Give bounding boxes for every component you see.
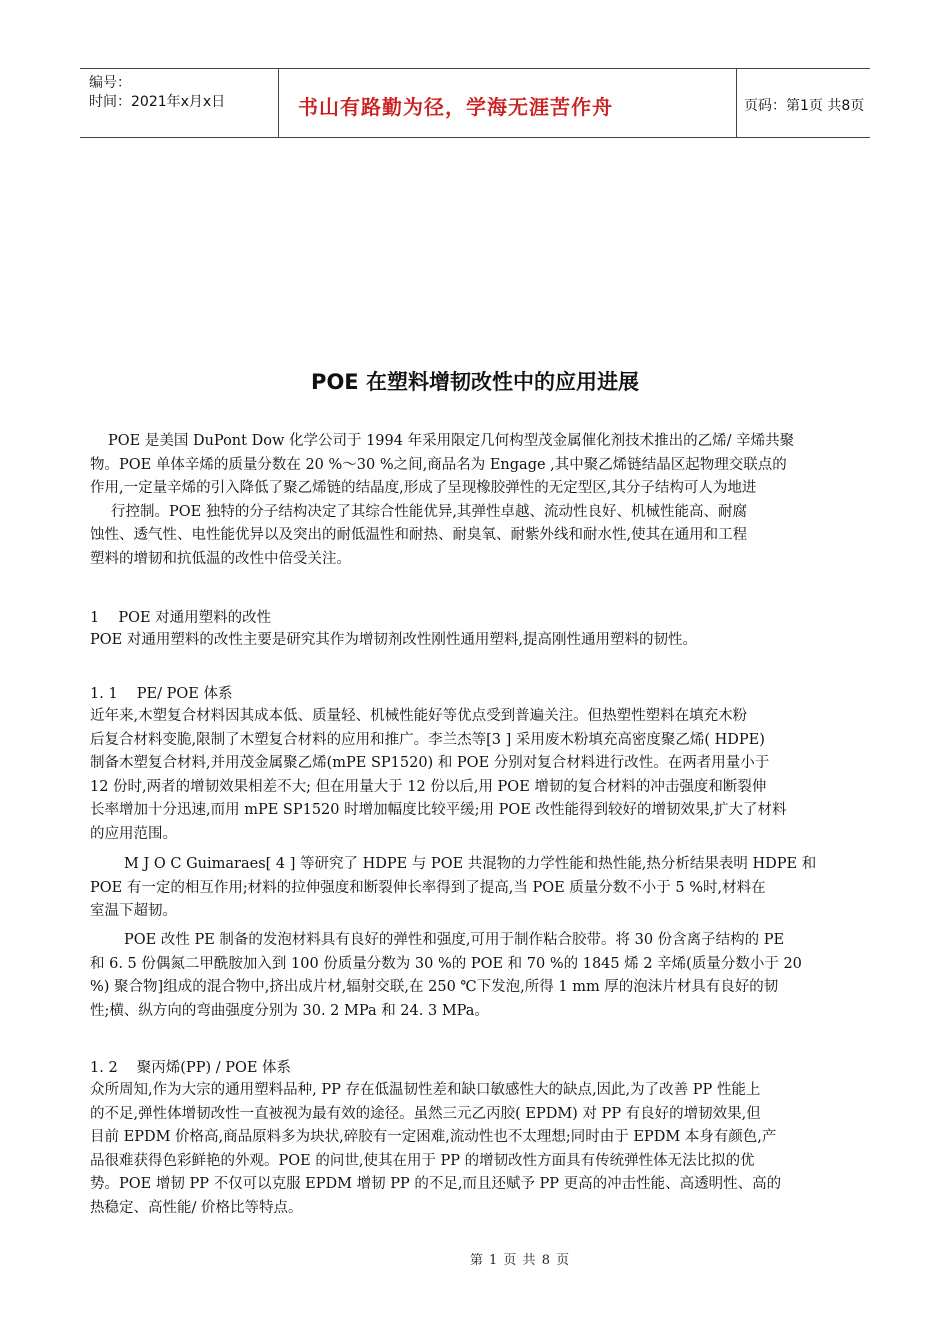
paragraph-line: 制备木塑复合材料,并用茂金属聚乙烯(mPE SP1520) 和 POE 分别对复合材料进行改性。在两者用量小于 xyxy=(90,755,770,771)
header-motto: 书山有路勤为径，学海无涯苦作舟 xyxy=(298,95,613,119)
document-time-label: 时间：2021年x月x日 xyxy=(89,94,226,110)
paragraph-line: 品很难获得色彩鲜艳的外观。POE 的问世,使其在用于 PP 的增韧改性方面具有传统弹性体无法比拟的优 xyxy=(90,1152,755,1169)
section-1-1-paragraph-2 xyxy=(90,853,860,924)
paragraph-line: 12 份时,两者的增韧效果相差不大; 但在用量大于 12 份以后,用 POE 增韧的复合材料的冲击强度和断裂伸 xyxy=(90,778,767,795)
header-motto-cell xyxy=(278,69,737,137)
paragraph-line: %) 聚合物]组成的混合物中,挤出成片材,辐射交联,在 250 ℃下发泡,所得 1 mm 厚的泡沫片材具有良好的韧 xyxy=(90,979,779,995)
document-title: POE 在塑料增韧改性中的应用进展 xyxy=(311,370,639,394)
section-1-1-paragraph-3 xyxy=(90,929,860,1023)
paragraph-line: 目前 EPDM 价格高,商品原料多为块状,碎胶有一定困难,流动性也不太理想;同时由于 EPDM 本身有颜色,产 xyxy=(90,1129,777,1145)
header-page-cell xyxy=(736,69,870,137)
intro-line: 塑料的增韧和抗低温的改性中倍受关注。 xyxy=(90,550,351,567)
paragraph-line: 长率增加十分迅速,而用 mPE SP1520 时增加幅度比较平缓;用 POE 改性能得到较好的增韧效果,扩大了材料 xyxy=(90,802,787,818)
paragraph-line: 的不足,弹性体增韧改性一直被视为最有效的途径。虽然三元乙丙胶( EPDM) 对 PP 有良好的增韧效果,但 xyxy=(90,1105,761,1122)
paragraph-line: 室温下超韧。 xyxy=(90,903,177,919)
paragraph-line: POE 有一定的相互作用;材料的拉伸强度和断裂伸长率得到了提高,当 POE 质量分数不小于 5 %时,材料在 xyxy=(90,879,766,896)
section-1-heading: 1 POE 对通用塑料的改性 xyxy=(90,610,272,626)
intro-line: 作用,一定量辛烯的引入降低了聚乙烯链的结晶度,形成了呈现橡胶弹性的无定型区,其分子结构可人为地进 xyxy=(90,480,757,496)
page-footer: 第 1 页 共 8 页 xyxy=(469,1253,571,1268)
header-table xyxy=(80,68,870,138)
paragraph-line: 近年来,木塑复合材料因其成本低、质量轻、机械性能好等优点受到普遍关注。但热塑性塑料在填充木粉 xyxy=(90,708,748,724)
paragraph-line: 和 6. 5 份偶氮二甲酰胺加入到 100 份质量分数为 30 %的 POE 和 70 %的 1845 烯 2 辛烯(质量分数小于 20 xyxy=(90,955,802,972)
intro-paragraph xyxy=(90,430,860,571)
intro-line: 蚀性、透气性、电性能优异以及突出的耐低温性和耐热、耐臭氧、耐紫外线和耐水性,使其在通用和工程 xyxy=(90,527,748,543)
paragraph-line: POE 改性 PE 制备的发泡材料具有良好的弹性和强度,可用于制作粘合胶带。将 30 份含离子结构的 PE xyxy=(124,932,785,948)
section-1-1-paragraph-1 xyxy=(90,705,860,846)
paragraph-line: 的应用范围。 xyxy=(90,825,177,842)
section-1-2-heading: 1. 2 聚丙烯(PP) / POE 体系 xyxy=(90,1060,292,1076)
paragraph-line: 热稳定、高性能/ 价格比等特点。 xyxy=(90,1199,303,1216)
header-left-cell xyxy=(80,69,279,137)
intro-line: POE 是美国 DuPont Dow 化学公司于 1994 年采用限定几何构型茂金属催化剂技术推出的乙烯/ 辛烯共聚 xyxy=(108,433,795,449)
document-number-label: 编号： xyxy=(89,75,131,91)
paragraph-line: 势。POE 增韧 PP 不仅可以克服 EPDM 增韧 PP 的不足,而且还赋予 PP 更高的冲击性能、高透明性、高的 xyxy=(90,1176,782,1192)
section-1-1-heading: 1. 1 PE/ POE 体系 xyxy=(90,686,233,702)
section-1-2-paragraph-1 xyxy=(90,1079,860,1220)
paragraph-line: 众所周知,作为大宗的通用塑料品种, PP 存在低温韧性差和缺口敏感性大的缺点,因此,为了改善 PP 性能上 xyxy=(90,1082,761,1098)
intro-line: 物。POE 单体辛烯的质量分数在 20 %～30 %之间,商品名为 Engage ,其中聚乙烯链结晶区起物理交联点的 xyxy=(90,456,787,473)
header-page-info: 页码：第1页 共8页 xyxy=(744,98,865,114)
paragraph-line: M J O C Guimaraes[ 4 ] 等研究了 HDPE 与 POE 共混物的力学性能和热性能,热分析结果表明 HDPE 和 xyxy=(124,856,817,872)
paragraph-line: 后复合材料变脆,限制了木塑复合材料的应用和推广。李兰杰等[3 ] 采用废木粉填充高密度聚乙烯( HDPE) xyxy=(90,731,765,748)
intro-line: 行控制。POE 独特的分子结构决定了其综合性能优异,其弹性卓越、流动性良好、机械性能高、耐腐 xyxy=(111,503,747,520)
section-1-line: POE 对通用塑料的改性主要是研究其作为增韧剂改性刚性通用塑料,提高刚性通用塑料的韧性。 xyxy=(90,632,697,648)
section-1-text xyxy=(90,629,860,653)
paragraph-line: 性;横、纵方向的弯曲强度分别为 30. 2 MPa 和 24. 3 MPa。 xyxy=(90,1002,489,1019)
